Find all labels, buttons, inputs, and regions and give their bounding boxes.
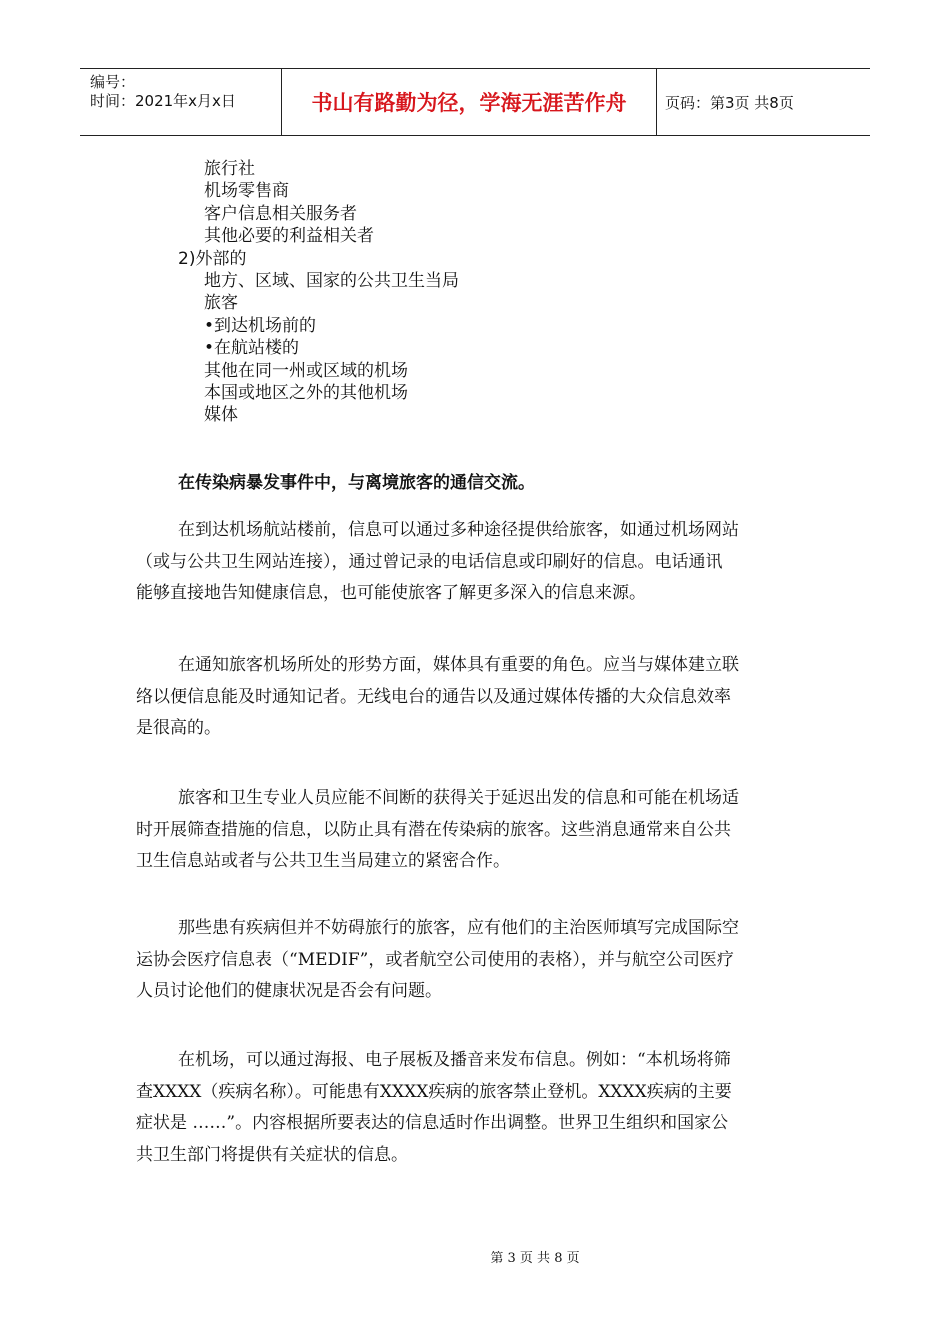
paragraph-line: 时开展筛查措施的信息，以防止具有潜在传染病的旅客。这些消息通常来自公共 xyxy=(136,819,731,840)
list-item: 客户信息相关服务者 xyxy=(204,203,357,224)
list-item: •到达机场前的 xyxy=(204,315,317,336)
paragraph xyxy=(136,650,836,745)
paragraph-line: 在机场，可以通过海报、电子展板及播音来发布信息。例如：“本机场将筛 xyxy=(178,1050,731,1070)
stakeholder-list xyxy=(178,158,459,427)
paragraph-line: 运协会医疗信息表（“MEDIF”，或者航空公司使用的表格），并与航空公司医疗 xyxy=(136,949,734,970)
paragraph-line: 在到达机场航站楼前，信息可以通过多种途径提供给旅客，如通过机场网站 xyxy=(178,520,739,540)
paragraph-line: 络以便信息能及时通知记者。无线电台的通告以及通过媒体传播的大众信息效率 xyxy=(136,686,731,707)
paragraph xyxy=(136,783,836,878)
date-label: 时间：2021年x月x日 xyxy=(90,92,236,110)
header-meta xyxy=(80,69,282,135)
section-label: 2)外部的 xyxy=(178,248,247,269)
paragraph xyxy=(136,1045,836,1171)
paragraph xyxy=(136,913,836,1008)
list-item: •在航站楼的 xyxy=(204,338,300,359)
paragraph xyxy=(136,515,836,610)
list-item: 媒体 xyxy=(204,405,238,426)
paragraph-line: 那些患有疾病但并不妨碍旅行的旅客，应有他们的主治医师填写完成国际空 xyxy=(178,918,739,938)
paragraph-line: 共卫生部门将提供有关症状的信息。 xyxy=(136,1144,408,1165)
section-heading: 在传染病暴发事件中，与离境旅客的通信交流。 xyxy=(178,473,535,493)
paragraph-line: 卫生信息站或者与公共卫生当局建立的紧密合作。 xyxy=(136,851,510,872)
list-item: 其他在同一州或区域的机场 xyxy=(204,360,408,381)
page-header xyxy=(80,68,870,136)
number-label: 编号： xyxy=(90,73,136,91)
paragraph-line: 症状是 ……”。内容根据所要表达的信息适时作出调整。世界卫生组织和国家公 xyxy=(136,1113,729,1134)
page-footer: 第 3 页 共 8 页 xyxy=(490,1251,580,1266)
list-item: 本国或地区之外的其他机场 xyxy=(204,383,408,404)
list-item: 机场零售商 xyxy=(204,181,289,202)
list-item: 地方、区域、国家的公共卫生当局 xyxy=(204,271,459,292)
header-page-info: 页码：第3页 共8页 xyxy=(665,93,794,112)
paragraph-line: 人员讨论他们的健康状况是否会有问题。 xyxy=(136,981,442,1002)
list-item: 旅行社 xyxy=(204,159,255,179)
paragraph-line: （或与公共卫生网站连接），通过曾记录的电话信息或印刷好的信息。电话通讯 xyxy=(136,551,723,572)
list-item: 其他必要的利益相关者 xyxy=(204,226,374,247)
paragraph-line: 在通知旅客机场所处的形势方面，媒体具有重要的角色。应当与媒体建立联 xyxy=(178,655,739,675)
paragraph-line: 查XXXX（疾病名称）。可能患有XXXX疾病的旅客禁止登机。XXXX疾病的主要 xyxy=(136,1081,732,1102)
list-item: 旅客 xyxy=(204,293,238,314)
paragraph-line: 是很高的。 xyxy=(136,718,221,739)
paragraph-line: 能够直接地告知健康信息，也可能使旅客了解更多深入的信息来源。 xyxy=(136,583,646,604)
header-motto: 书山有路勤为径，学海无涯苦作舟 xyxy=(282,69,657,135)
paragraph-line: 旅客和卫生专业人员应能不间断的获得关于延迟出发的信息和可能在机场适 xyxy=(178,788,739,808)
